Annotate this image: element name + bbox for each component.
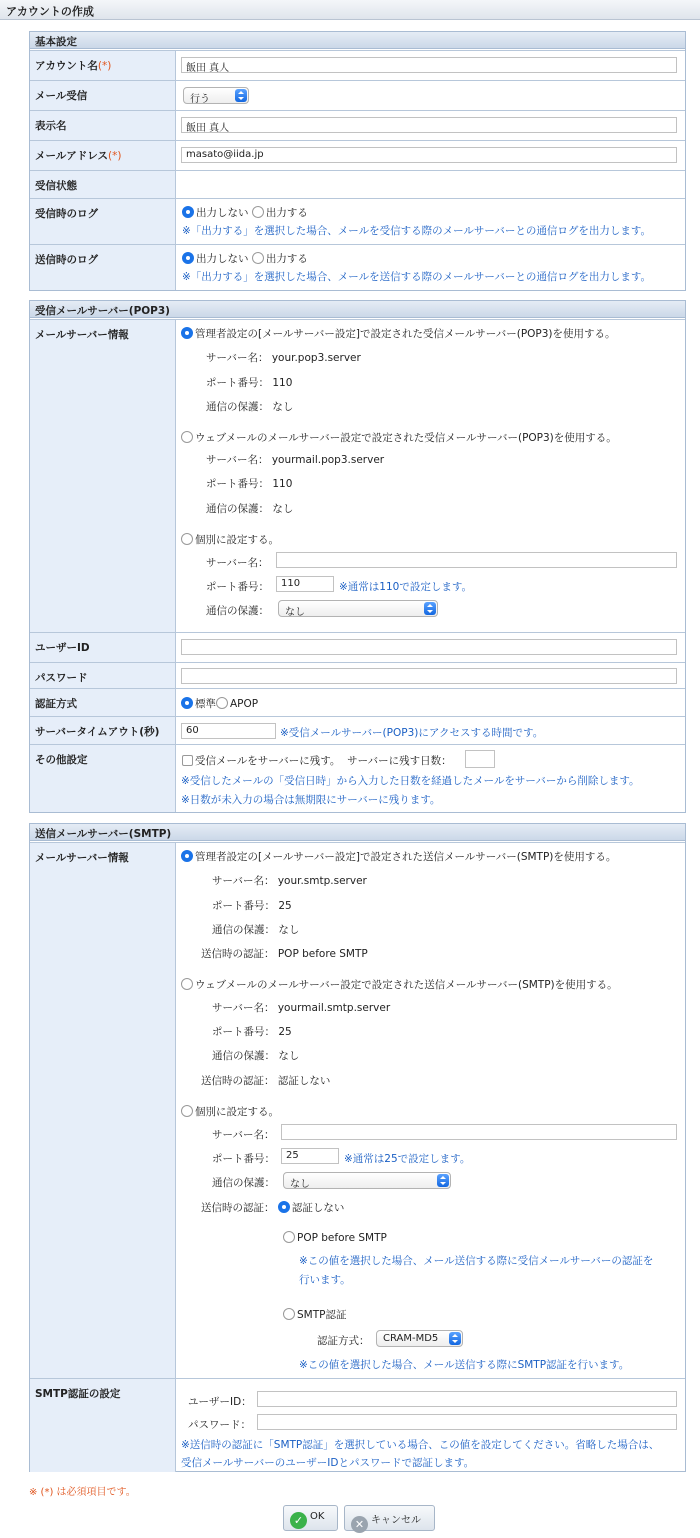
- field-label: メール受信: [30, 81, 176, 110]
- mail-receive-row: [30, 80, 685, 110]
- kv-value: 110: [272, 377, 293, 389]
- kv-value: yourmail.smtp.server: [277, 1002, 391, 1014]
- smtp-port-input[interactable]: 25: [281, 1148, 339, 1164]
- field-label: サーバータイムアウト(秒): [30, 717, 176, 744]
- kv-value: yourmail.pop3.server: [271, 454, 385, 466]
- hint-text: ※この値を選択した場合、メール送信する際に受信メールサーバーの認証を: [299, 1255, 654, 1267]
- section-header: 基本設定: [30, 32, 685, 49]
- hint-text: 行います。: [299, 1274, 351, 1286]
- kv-value: your.pop3.server: [271, 352, 361, 364]
- kv-key: 送信時の認証：: [201, 1075, 275, 1087]
- pop3-server-input[interactable]: [276, 552, 677, 568]
- smtp-section: [29, 823, 686, 1472]
- protection-label: 通信の保護：: [212, 1177, 275, 1189]
- pop3-timeout-row: [30, 716, 685, 744]
- field-label: 認証方式: [30, 689, 176, 716]
- radio-label: 個別に設定する。: [195, 1106, 279, 1118]
- kv-value: 25: [278, 1026, 292, 1038]
- hint-text: ※受信メールサーバー(POP3)にアクセスする時間です。: [280, 727, 544, 739]
- radio-button[interactable]: [182, 206, 194, 218]
- radio-label: 標準: [195, 698, 216, 710]
- button-label: OK: [310, 1511, 325, 1522]
- check-icon: ✓: [290, 1512, 307, 1529]
- radio-label: 個別に設定する。: [195, 534, 279, 546]
- password-label: パスワード：: [188, 1419, 251, 1431]
- pop3-password-row: [30, 662, 685, 688]
- radio-label: ウェブメールのメールサーバー設定で設定された受信メールサーバー(POP3)を使用する。: [195, 432, 617, 444]
- auth-method-select[interactable]: [376, 1330, 463, 1347]
- button-label: キャンセル: [371, 1515, 421, 1526]
- radio-label: 出力しない: [196, 253, 249, 265]
- radio-button[interactable]: [216, 697, 228, 709]
- kv-value: なし: [278, 1050, 300, 1062]
- mail-receive-select[interactable]: [183, 87, 249, 104]
- required-mark: (*): [107, 150, 122, 162]
- hint-text: ※通常は25で設定します。: [344, 1153, 471, 1165]
- kv-key: ポート番号：: [206, 478, 269, 490]
- select-value: なし: [290, 1179, 310, 1190]
- chevron-updown-icon: [424, 602, 436, 615]
- field-label: その他設定: [30, 745, 176, 812]
- server-name-label: サーバー名：: [206, 557, 269, 569]
- chevron-updown-icon: [449, 1332, 461, 1345]
- kv-key: 通信の保護：: [212, 1050, 275, 1062]
- field-label: ユーザーID: [30, 633, 176, 662]
- kv-value: 認証しない: [277, 1075, 331, 1087]
- kv-value: your.smtp.server: [277, 875, 367, 887]
- close-icon: ✕: [351, 1516, 368, 1533]
- radio-label: 認証しない: [291, 1202, 345, 1214]
- email-row: [30, 140, 685, 170]
- field-label: メールサーバー情報: [30, 843, 176, 1378]
- radio-label: 出力する: [265, 253, 308, 265]
- kv-value: なし: [278, 924, 300, 936]
- field-label: 受信時のログ: [30, 199, 176, 244]
- hint-text: ※「出力する」を選択した場合、メールを送信する際のメールサーバーとの通信ログを出力します。: [182, 271, 652, 283]
- radio-button[interactable]: [252, 206, 264, 218]
- hint-text: ※通常は110で設定します。: [339, 581, 472, 593]
- basic-settings-section: [29, 31, 686, 291]
- port-label: ポート番号：: [206, 581, 269, 593]
- auth-method-label: 認証方式：: [317, 1335, 370, 1347]
- kv-key: サーバー名：: [206, 454, 269, 466]
- radio-label: 管理者設定の[メールサーバー設定]で設定された受信メールサーバー(POP3)を使用する。: [195, 328, 616, 340]
- keep-on-server-checkbox[interactable]: [182, 755, 193, 766]
- radio-label: 出力する: [265, 207, 308, 219]
- radio-button[interactable]: [181, 978, 193, 990]
- smtp-user-input[interactable]: [257, 1391, 677, 1407]
- radio-button[interactable]: [182, 252, 194, 264]
- checkbox-label: 受信メールをサーバーに残す。: [195, 755, 341, 767]
- protection-label: 通信の保護：: [206, 605, 269, 617]
- select-value: なし: [285, 607, 305, 618]
- hint-text: ※この値を選択した場合、メール送信する際にSMTP認証を行います。: [299, 1359, 630, 1371]
- hint-text: 受信メールサーバーのユーザーIDとパスワードで認証します。: [181, 1457, 475, 1469]
- server-name-label: サーバー名：: [212, 1129, 275, 1141]
- select-value: 行う: [190, 94, 210, 105]
- field-label: 送信時のログ: [30, 245, 176, 290]
- send-log-row: [30, 244, 685, 290]
- cancel-button[interactable]: [344, 1505, 435, 1531]
- radio-button[interactable]: [181, 533, 193, 545]
- pop3-protection-select[interactable]: [278, 600, 438, 617]
- kv-key: 通信の保護：: [212, 924, 275, 936]
- kv-key: ポート番号：: [206, 377, 269, 389]
- account-name-row: [30, 50, 685, 80]
- field-label: アカウント名: [35, 60, 98, 72]
- field-label: 受信状態: [30, 171, 176, 198]
- pop3-other-row: [30, 744, 685, 812]
- radio-label: 管理者設定の[メールサーバー設定]で設定された送信メールサーバー(SMTP)を使用する。: [195, 851, 617, 863]
- radio-button[interactable]: [278, 1201, 290, 1213]
- radio-button[interactable]: [252, 252, 264, 264]
- radio-label: APOP: [230, 698, 259, 710]
- radio-button[interactable]: [181, 327, 193, 339]
- kv-value: 110: [272, 478, 293, 490]
- smtp-server-input[interactable]: [281, 1124, 677, 1140]
- account-name-input[interactable]: 飯田 真人: [181, 57, 677, 73]
- kv-key: サーバー名：: [212, 875, 275, 887]
- pop3-section: [29, 300, 686, 813]
- display-name-input[interactable]: 飯田 真人: [181, 117, 677, 133]
- kv-key: 通信の保護：: [206, 401, 269, 413]
- hint-text: ※日数が未入力の場合は無期限にサーバーに残ります。: [181, 794, 441, 806]
- radio-label: SMTP認証: [297, 1309, 347, 1321]
- pop3-password-input[interactable]: [181, 668, 677, 684]
- section-header: 送信メールサーバー(SMTP): [30, 824, 685, 841]
- radio-button[interactable]: [181, 697, 193, 709]
- days-label: サーバーに残す日数：: [347, 755, 452, 767]
- kv-key: ポート番号：: [212, 1026, 275, 1038]
- kv-value: なし: [272, 503, 294, 515]
- hint-text: ※送信時の認証に「SMTP認証」を選択している場合、この値を設定してください。省略した場合は、: [181, 1439, 660, 1451]
- hint-text: ※「出力する」を選択した場合、メールを受信する際のメールサーバーとの通信ログを出力します。: [182, 225, 652, 237]
- kv-key: ポート番号：: [212, 900, 275, 912]
- required-mark: (*): [97, 60, 112, 72]
- kv-key: サーバー名：: [206, 352, 269, 364]
- chevron-updown-icon: [437, 1174, 449, 1187]
- port-label: ポート番号：: [212, 1153, 275, 1165]
- kv-key: 通信の保護：: [206, 503, 269, 515]
- kv-key: 送信時の認証：: [201, 948, 275, 960]
- field-label: 表示名: [30, 111, 176, 140]
- radio-button[interactable]: [181, 1105, 193, 1117]
- radio-button[interactable]: [181, 431, 193, 443]
- field-label: パスワード: [30, 663, 176, 688]
- kv-value: なし: [272, 401, 294, 413]
- smtp-protection-select[interactable]: [283, 1172, 451, 1189]
- smtp-password-input[interactable]: [257, 1414, 677, 1430]
- smtp-auth-settings-row: [30, 1378, 685, 1472]
- page-title: アカウントの作成: [0, 0, 700, 20]
- display-name-row: [30, 110, 685, 140]
- radio-button[interactable]: [283, 1308, 295, 1320]
- smtp-server-info-row: [30, 842, 685, 1378]
- user-id-label: ユーザーID：: [188, 1396, 252, 1408]
- field-label: SMTP認証の設定: [30, 1379, 176, 1472]
- auth-label: 送信時の認証：: [201, 1202, 275, 1214]
- receive-log-row: [30, 198, 685, 244]
- kv-value: POP before SMTP: [277, 948, 368, 960]
- radio-button[interactable]: [283, 1231, 295, 1243]
- field-label: メールサーバー情報: [30, 320, 176, 632]
- select-value: CRAM-MD5: [383, 1333, 439, 1344]
- pop3-server-info-row: [30, 319, 685, 632]
- pop3-port-input[interactable]: 110: [276, 576, 334, 592]
- kv-value: 25: [278, 900, 292, 912]
- hint-text: ※受信したメールの「受信日時」から入力した日数を経過したメールをサーバーから削除します。: [181, 775, 640, 787]
- email-input[interactable]: masato@iida.jp: [181, 147, 677, 163]
- radio-label: 出力しない: [196, 207, 249, 219]
- radio-label: ウェブメールのメールサーバー設定で設定された送信メールサーバー(SMTP)を使用する。: [195, 979, 618, 991]
- radio-button[interactable]: [181, 850, 193, 862]
- field-label: メールアドレス: [35, 150, 108, 162]
- pop3-auth-row: [30, 688, 685, 716]
- pop3-user-row: [30, 632, 685, 662]
- days-input[interactable]: [465, 750, 495, 768]
- timeout-input[interactable]: 60: [181, 723, 276, 739]
- radio-label: POP before SMTP: [297, 1232, 387, 1244]
- required-note: ※ (*) は必須項目です。: [29, 1487, 136, 1498]
- pop3-user-input[interactable]: [181, 639, 677, 655]
- ok-button[interactable]: [283, 1505, 338, 1531]
- receive-state-row: [30, 170, 685, 198]
- chevron-updown-icon: [235, 89, 247, 102]
- kv-key: サーバー名：: [212, 1002, 275, 1014]
- section-header: 受信メールサーバー(POP3): [30, 301, 685, 318]
